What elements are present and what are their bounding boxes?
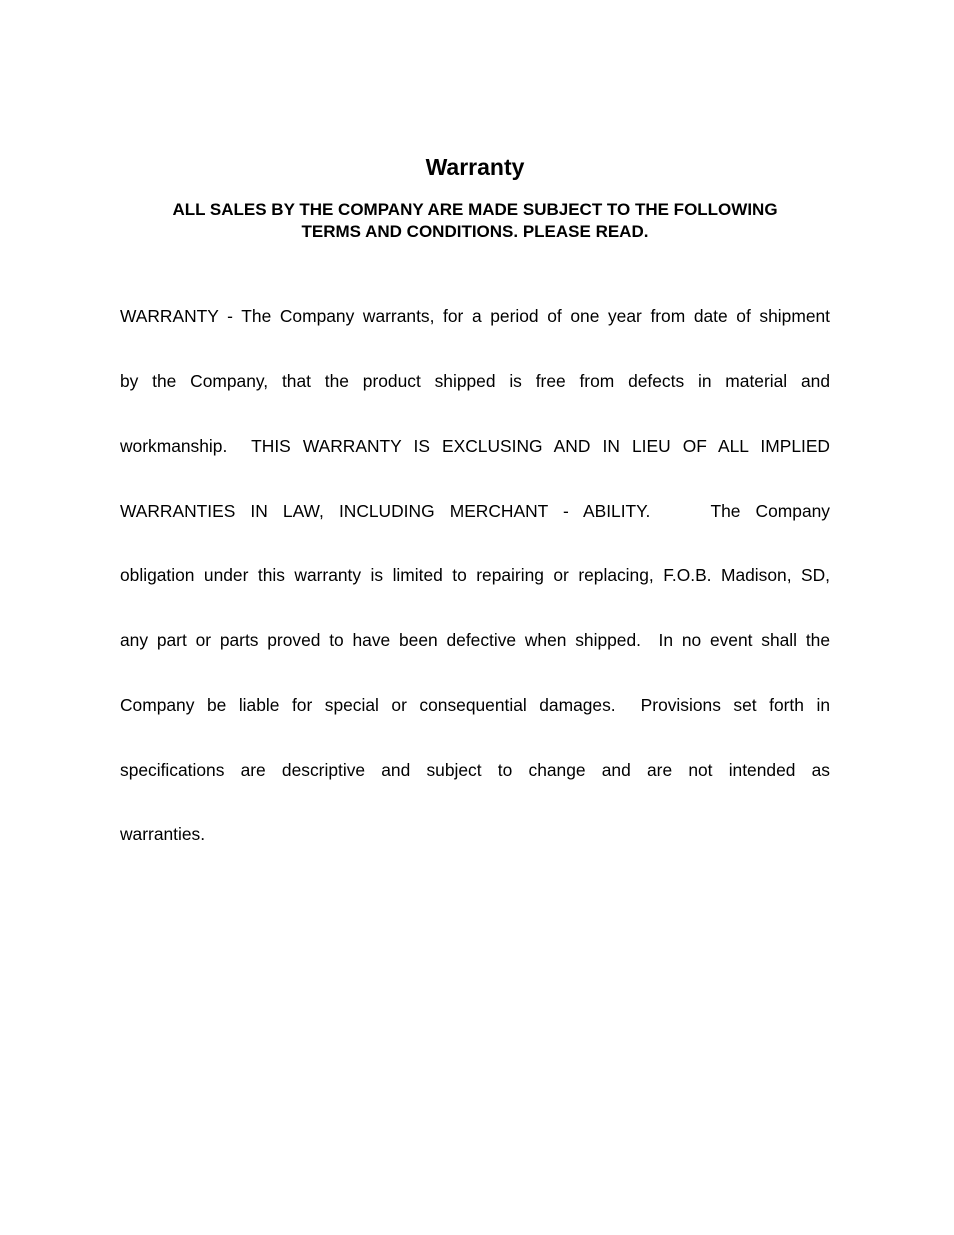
warranty-line-5: obligation under this warranty is limited to repairing or replacing, F.O.B. Madison, SD, [120,565,830,586]
warranty-line-3: workmanship. THIS WARRANTY IS EXCLUSING AND IN LIEU OF ALL IMPLIED [120,435,830,456]
warranty-line-2: by the Company, that the product shipped is free from defects in material and [120,370,830,391]
warranty-line-4: WARRANTIES IN LAW, INCLUDING MERCHANT - ABILITY. The Company [120,500,830,521]
warranty-line-6: any part or parts proved to have been defective when shipped. In no event shall the [120,630,830,651]
warranty-line-1: WARRANTY - The Company warrants, for a period of one year from date of shipment [120,306,830,327]
terms-heading [120,199,830,243]
warranty-line-9: warranties. [120,824,206,845]
page-title: Warranty [425,154,525,180]
warranty-paragraph [120,263,830,889]
terms-heading-line-1: ALL SALES BY THE COMPANY ARE MADE SUBJECT TO THE FOLLOWING [172,200,778,219]
warranty-line-7: Company be liable for special or consequential damages. Provisions set forth in [120,694,830,715]
warranty-line-8: specifications are descriptive and subject to change and are not intended as [120,759,830,780]
terms-heading-line-2: TERMS AND CONDITIONS. PLEASE READ. [301,222,649,241]
